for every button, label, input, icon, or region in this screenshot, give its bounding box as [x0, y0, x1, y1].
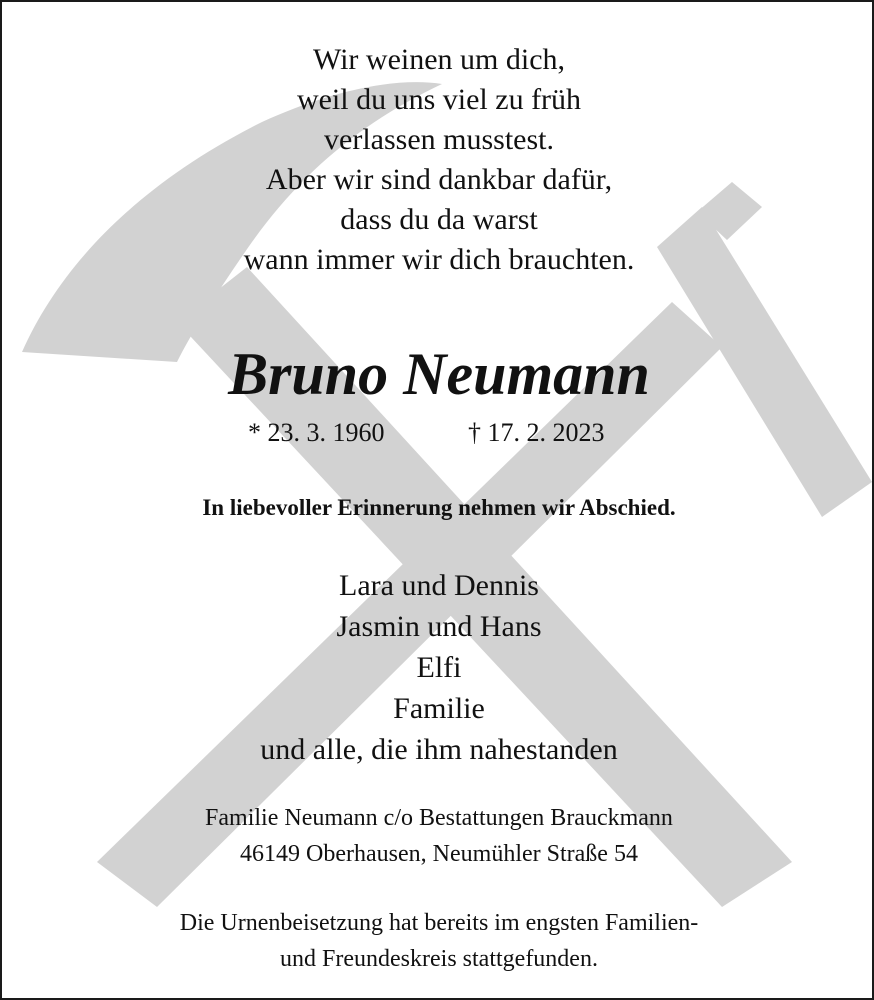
poem-line: wann immer wir dich brauchten. — [243, 243, 635, 276]
mourner-line: Elfi — [416, 651, 462, 684]
mourner-line: Jasmin und Hans — [336, 610, 542, 643]
mourner-line: Lara und Dennis — [339, 569, 539, 602]
notice-text — [2, 2, 874, 1000]
address-line: Familie Neumann c/o Bestattungen Brauckmann — [205, 805, 673, 831]
poem-line: Aber wir sind dankbar dafür, — [265, 163, 613, 196]
mourner-line: Familie — [393, 692, 485, 725]
poem-line: Wir weinen um dich, — [312, 43, 566, 76]
burial-note-line: Die Urnenbeisetzung hat bereits im engsten Familien- — [179, 910, 699, 936]
poem-line: weil du uns viel zu früh — [296, 83, 582, 116]
death-date: † 17. 2. 2023 — [468, 418, 605, 447]
birth-date: * 23. 3. 1960 — [248, 418, 385, 447]
mourner-line: und alle, die ihm nahestanden — [260, 733, 618, 766]
deceased-name: Bruno Neumann — [228, 341, 650, 407]
poem-line: dass du da warst — [340, 203, 538, 236]
poem-line: verlassen musstest. — [324, 123, 554, 156]
burial-note-line: und Freundeskreis stattgefunden. — [280, 946, 598, 972]
address-line: 46149 Oberhausen, Neumühler Straße 54 — [240, 841, 638, 867]
farewell-text: In liebevoller Erinnerung nehmen wir Abschied. — [202, 495, 676, 520]
